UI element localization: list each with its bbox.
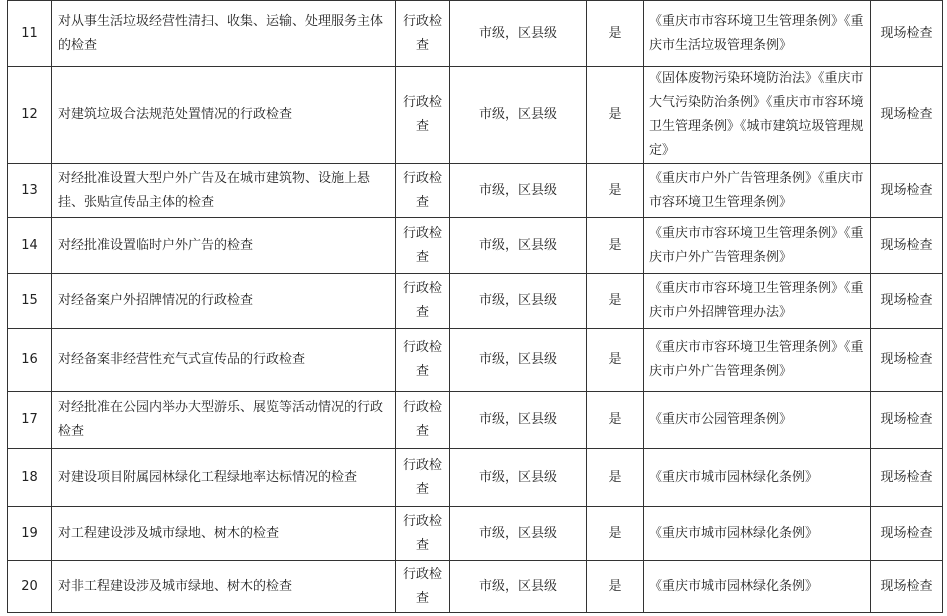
row-number: 17 (8, 392, 52, 449)
inspection-method: 现场检查 (871, 561, 943, 613)
table-row (8, 392, 943, 449)
yes-flag: 是 (587, 274, 644, 329)
inspection-kind: 行政检查 (396, 507, 450, 561)
row-number: 12 (8, 67, 52, 164)
inspection-item: 对建设项目附属园林绿化工程绿地率达标情况的检查 (52, 449, 396, 507)
legal-basis: 《重庆市公园管理条例》 (644, 392, 871, 449)
row-number: 11 (8, 1, 52, 67)
inspection-method: 现场检查 (871, 449, 943, 507)
legal-basis: 《重庆市市容环境卫生管理条例》《重庆市生活垃圾管理条例》 (644, 1, 871, 67)
yes-flag: 是 (587, 1, 644, 67)
legal-basis: 《重庆市市容环境卫生管理条例》《重庆市户外广告管理条例》 (644, 218, 871, 274)
inspection-kind: 行政检查 (396, 164, 450, 218)
inspection-kind: 行政检查 (396, 392, 450, 449)
yes-flag: 是 (587, 218, 644, 274)
implementation-level: 市级，区县级 (450, 274, 587, 329)
yes-flag: 是 (587, 392, 644, 449)
table-row (8, 329, 943, 392)
implementation-level: 市级，区县级 (450, 449, 587, 507)
row-number: 14 (8, 218, 52, 274)
row-number: 19 (8, 507, 52, 561)
inspection-item: 对经批准在公园内举办大型游乐、展览等活动情况的行政检查 (52, 392, 396, 449)
row-number: 18 (8, 449, 52, 507)
inspection-method: 现场检查 (871, 507, 943, 561)
table-row (8, 507, 943, 561)
inspection-item: 对建筑垃圾合法规范处置情况的行政检查 (52, 67, 396, 164)
legal-basis: 《固体废物污染环境防治法》《重庆市大气污染防治条例》《重庆市市容环境卫生管理条例》《城市建筑垃圾管理规定》 (644, 67, 871, 164)
inspection-item: 对经备案非经营性充气式宣传品的行政检查 (52, 329, 396, 392)
legal-basis: 《重庆市城市园林绿化条例》 (644, 449, 871, 507)
inspection-item: 对经备案户外招牌情况的行政检查 (52, 274, 396, 329)
inspection-method: 现场检查 (871, 164, 943, 218)
row-number: 15 (8, 274, 52, 329)
inspection-item: 对非工程建设涉及城市绿地、树木的检查 (52, 561, 396, 613)
legal-basis: 《重庆市市容环境卫生管理条例》《重庆市户外广告管理条例》 (644, 329, 871, 392)
implementation-level: 市级，区县级 (450, 329, 587, 392)
implementation-level: 市级，区县级 (450, 507, 587, 561)
inspection-kind: 行政检查 (396, 561, 450, 613)
legal-basis: 《重庆市市容环境卫生管理条例》《重庆市户外招牌管理办法》 (644, 274, 871, 329)
table-row (8, 218, 943, 274)
inspection-method: 现场检查 (871, 274, 943, 329)
table-row (8, 164, 943, 218)
inspection-kind: 行政检查 (396, 329, 450, 392)
inspection-item: 对经批准设置临时户外广告的检查 (52, 218, 396, 274)
row-number: 13 (8, 164, 52, 218)
inspection-table (7, 0, 943, 613)
inspection-kind: 行政检查 (396, 218, 450, 274)
legal-basis: 《重庆市城市园林绿化条例》 (644, 507, 871, 561)
table-row (8, 274, 943, 329)
legal-basis: 《重庆市户外广告管理条例》《重庆市市容环境卫生管理条例》 (644, 164, 871, 218)
table-row (8, 449, 943, 507)
inspection-method: 现场检查 (871, 329, 943, 392)
yes-flag: 是 (587, 329, 644, 392)
inspection-kind: 行政检查 (396, 67, 450, 164)
inspection-method: 现场检查 (871, 1, 943, 67)
inspection-method: 现场检查 (871, 218, 943, 274)
implementation-level: 市级，区县级 (450, 1, 587, 67)
inspection-item: 对工程建设涉及城市绿地、树木的检查 (52, 507, 396, 561)
implementation-level: 市级，区县级 (450, 392, 587, 449)
legal-basis: 《重庆市城市园林绿化条例》 (644, 561, 871, 613)
table-row (8, 561, 943, 613)
row-number: 16 (8, 329, 52, 392)
table-row (8, 67, 943, 164)
implementation-level: 市级，区县级 (450, 67, 587, 164)
inspection-kind: 行政检查 (396, 274, 450, 329)
implementation-level: 市级，区县级 (450, 561, 587, 613)
inspection-item: 对从事生活垃圾经营性清扫、收集、运输、处理服务主体的检查 (52, 1, 396, 67)
implementation-level: 市级，区县级 (450, 218, 587, 274)
yes-flag: 是 (587, 67, 644, 164)
inspection-kind: 行政检查 (396, 1, 450, 67)
inspection-kind: 行政检查 (396, 449, 450, 507)
table-row (8, 1, 943, 67)
yes-flag: 是 (587, 507, 644, 561)
row-number: 20 (8, 561, 52, 613)
yes-flag: 是 (587, 561, 644, 613)
yes-flag: 是 (587, 449, 644, 507)
inspection-method: 现场检查 (871, 392, 943, 449)
inspection-item: 对经批准设置大型户外广告及在城市建筑物、设施上悬挂、张贴宣传品主体的检查 (52, 164, 396, 218)
yes-flag: 是 (587, 164, 644, 218)
implementation-level: 市级，区县级 (450, 164, 587, 218)
inspection-method: 现场检查 (871, 67, 943, 164)
